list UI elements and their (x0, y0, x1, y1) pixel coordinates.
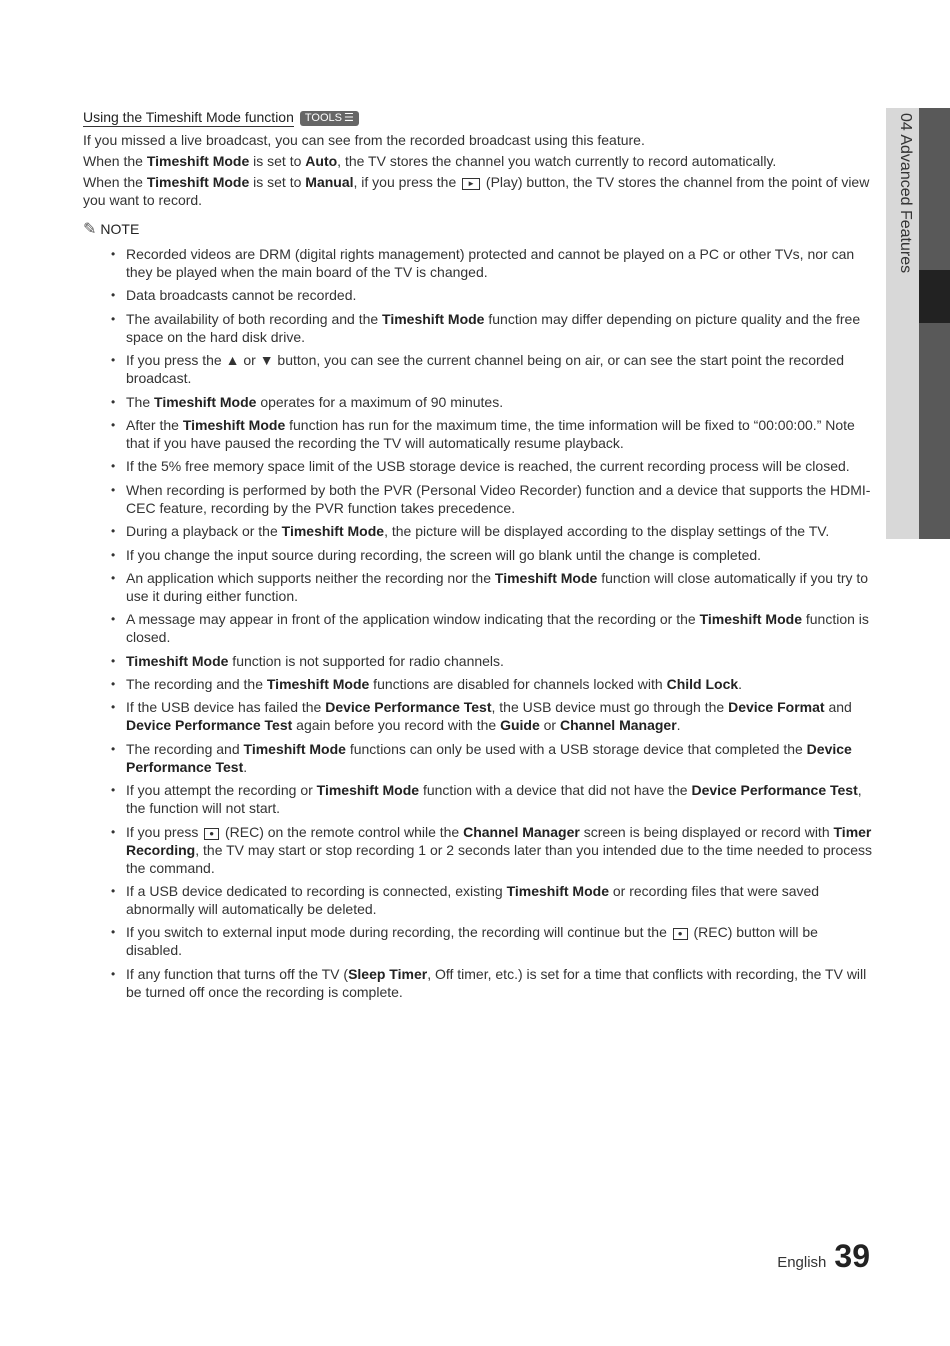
text-run: If you switch to external input mode during recording, the recording will continue but the (126, 924, 671, 941)
text-run: The availability of both recording and the (126, 310, 383, 327)
note-label: NOTE (100, 221, 140, 237)
bold-term: Timeshift Mode (154, 393, 257, 410)
text-run: If the 5% free memory space limit of the USB storage device is reached, the current recording process will be closed. (126, 458, 850, 475)
text-run: function is closed. (126, 611, 869, 646)
section-title: Using the Timeshift Mode function (83, 109, 294, 125)
pencil-icon: ✎ (83, 221, 97, 238)
bold-term: Manual (305, 174, 354, 190)
text-run: , the USB device must go through the (491, 699, 729, 716)
note-item (126, 740, 873, 776)
note-item (126, 610, 873, 646)
note-item (126, 393, 873, 411)
text-run: . (243, 758, 248, 775)
text-run: An application which supports neither the recording nor the (126, 569, 495, 586)
note-item (126, 522, 873, 540)
text-run: If you press (126, 823, 203, 840)
bold-term: Device Format (728, 699, 825, 716)
note-item (126, 351, 873, 387)
tools-icon: ☰ (343, 111, 354, 124)
text-run: (REC) on the remote control while the (221, 823, 464, 840)
remote-key-icon: ► (462, 178, 480, 190)
text-run: . (676, 717, 681, 734)
chapter-tab-marker (919, 270, 950, 323)
bold-term: Timeshift Mode (506, 883, 609, 900)
intro-paragraph (83, 131, 873, 149)
bold-term: Device Performance Test (126, 717, 293, 734)
note-item (126, 310, 873, 346)
bold-term: Channel Manager (463, 823, 580, 840)
note-item (126, 965, 873, 1001)
text-run: , Off timer, etc.) is set for a time that conflicts with recording, the TV will be turned off once the recording is complete. (126, 965, 867, 1000)
text-run: Recorded videos are DRM (digital rights management) protected and cannot be played on a PC or other TVs, nor can they be played when the main board of the TV is changed. (126, 246, 855, 280)
note-item (126, 245, 873, 281)
text-run: is set to (249, 174, 306, 190)
text-run: After the (126, 416, 183, 433)
text-run: The recording and the (126, 676, 267, 693)
note-item (126, 675, 873, 693)
remote-key-icon: ● (673, 928, 688, 940)
note-header (83, 219, 873, 239)
main-content (83, 109, 873, 1006)
text-run: If you missed a live broadcast, you can see from the recorded broadcast using this feature. (83, 132, 645, 148)
text-run: . (738, 676, 743, 693)
text-run: , the TV stores the channel you watch currently to record automatically. (337, 153, 777, 169)
text-run: Data broadcasts cannot be recorded. (126, 287, 357, 304)
text-run: , the function will not start. (126, 782, 862, 817)
notes-list (83, 245, 873, 1001)
intro-paragraph (83, 152, 873, 170)
text-run: , the picture will be displayed according to the display settings of the TV. (384, 523, 830, 540)
text-run: , the TV may start or stop recording 1 or 2 seconds later than you intended due to the time needed to process the command. (126, 841, 873, 876)
text-run: The (126, 393, 155, 410)
text-run: or (539, 717, 560, 734)
text-run: If the USB device has failed the (126, 699, 326, 716)
text-run: When the (83, 153, 147, 169)
bold-term: Timeshift Mode (699, 611, 802, 628)
text-run: or recording files that were saved abnormally will automatically be deleted. (126, 883, 820, 918)
bold-term: Timeshift Mode (281, 523, 385, 540)
bold-term: Timer Recording (126, 823, 872, 858)
text-run: function may differ depending on picture quality and the free space on the hard disk drive. (126, 310, 861, 345)
section-header (83, 109, 873, 127)
text-run: function has run for the maximum time, the time information will be fixed to “00:00:00.” Note that if you have paused the recording the TV will automatically resume playback. (126, 416, 855, 451)
bold-term: Timeshift Mode (146, 153, 250, 169)
text-run: is set to (249, 153, 306, 169)
text-run: operates for a maximum of 90 minutes. (256, 393, 504, 410)
text-run: function will close automatically if you try to use it during either function. (126, 569, 869, 604)
tools-label: TOOLS (304, 111, 342, 124)
text-run: and (824, 699, 852, 716)
chapter-label: 04 Advanced Features (897, 113, 914, 274)
note-item (126, 569, 873, 605)
bold-term: Sleep Timer (348, 965, 428, 982)
page-footer (777, 1238, 870, 1275)
bold-term: Channel Manager (559, 717, 677, 734)
bold-term: Timeshift Mode (243, 740, 346, 757)
text-run: function is not supported for radio channels. (228, 652, 504, 669)
note-item (126, 286, 873, 304)
note-item (126, 416, 873, 452)
intro-paragraphs (83, 131, 873, 209)
bold-term: Timeshift Mode (266, 676, 370, 693)
tools-badge (300, 111, 359, 126)
bold-term: Device Performance Test (691, 782, 858, 799)
intro-paragraph (83, 173, 873, 209)
note-item (126, 923, 873, 959)
text-run: If you change the input source during recording, the screen will go blank until the change is completed. (126, 546, 762, 563)
remote-key-icon: ● (204, 828, 219, 840)
text-run: When the (83, 174, 147, 190)
bold-term: Auto (305, 153, 338, 169)
page-number: 39 (834, 1238, 870, 1274)
note-item (126, 781, 873, 817)
bold-term: Device Performance Test (126, 740, 852, 775)
bold-term: Timeshift Mode (126, 652, 229, 669)
note-item (126, 546, 873, 564)
text-run: (Play) button, the TV stores the channel from the point of view you want to record. (83, 174, 870, 208)
bold-term: Device Performance Test (325, 699, 492, 716)
note-item (126, 823, 873, 877)
note-item (126, 882, 873, 918)
bold-term: Timeshift Mode (182, 416, 286, 433)
text-run: If a USB device dedicated to recording is connected, existing (126, 883, 507, 900)
text-run: The recording and (126, 740, 244, 757)
bold-term: Timeshift Mode (316, 782, 420, 799)
note-item (126, 481, 873, 517)
note-item (126, 698, 873, 734)
note-item (126, 457, 873, 475)
bold-term: Child Lock (666, 676, 739, 693)
bold-term: Guide (500, 717, 540, 734)
text-run: If any function that turns off the TV ( (126, 965, 349, 982)
text-run: functions can only be used with a USB storage device that completed the (345, 740, 807, 757)
footer-language: English (777, 1254, 827, 1271)
text-run: , if you press the (353, 174, 461, 190)
text-run: (REC) button will be disabled. (126, 924, 818, 959)
text-run: If you attempt the recording or (126, 782, 317, 799)
text-run: function with a device that did not have the (419, 782, 692, 799)
text-run: functions are disabled for channels locked with (369, 676, 667, 693)
text-run: again before you record with the (292, 717, 501, 734)
bold-term: Timeshift Mode (494, 569, 598, 586)
text-run: If you press the ▲ or ▼ button, you can see the current channel being on air, or can see the start point the recorded broadcast. (126, 352, 845, 387)
chapter-tab-bar (919, 108, 950, 539)
text-run: screen is being displayed or record with (579, 823, 834, 840)
note-item (126, 652, 873, 670)
bold-term: Timeshift Mode (382, 310, 485, 327)
text-run: A message may appear in front of the application window indicating that the recording or the (126, 611, 700, 628)
text-run: During a playback or the (126, 523, 282, 540)
bold-term: Timeshift Mode (146, 174, 250, 190)
text-run: When recording is performed by both the PVR (Personal Video Recorder) function and a device that supports the HDMI-CEC feature, recording by the PVR function takes precedence. (126, 481, 871, 516)
